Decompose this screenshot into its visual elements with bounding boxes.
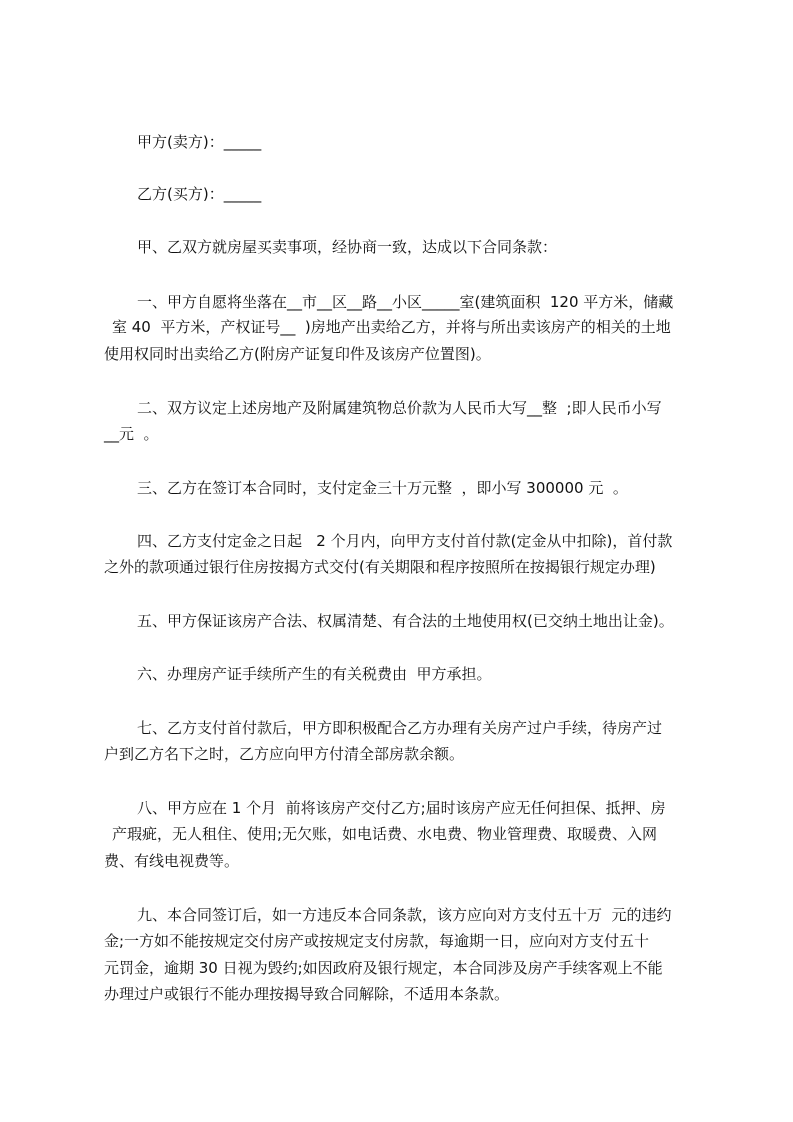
- intro-line: 甲、乙双方就房屋买卖事项，经协商一致，达成以下合同条款：: [137, 238, 558, 256]
- clause-2-line-2: __元 。: [104, 425, 159, 443]
- clause-7-line-1: 七、乙方支付首付款后，甲方即积极配合乙方办理有关房产过户手续，待房产过: [137, 719, 663, 737]
- clause-3-line-1: 三、乙方在签订本合同时，支付定金三十万元整 ，即小写 300000 元 。: [137, 479, 628, 497]
- clause-9-line-3: 元罚金，逾期 30 日视为毁约;如因政府及银行规定，本合同涉及房产手续客观上不能: [104, 959, 663, 977]
- clause-1-line-2: 室 40 平方米，产权证号__ )房地产出卖给乙方，并将与所出卖该房产的相关的土地: [112, 318, 671, 336]
- clause-6-line-1: 六、办理房产证手续所产生的有关税费由 甲方承担。: [137, 665, 492, 683]
- party-a-line: 甲方(卖方)：_____: [137, 133, 262, 151]
- clause-1-line-3: 使用权同时出卖给乙方(附房产证复印件及该房产位置图)。: [104, 345, 491, 363]
- clause-8-line-3: 费、有线电视费等。: [104, 852, 240, 870]
- clause-8-line-2: 产瑕疵，无人租住、使用;无欠账，如电话费、水电费、物业管理费、取暖费、入网: [112, 825, 658, 843]
- clause-2-line-1: 二、双方议定上述房地产及附属建筑物总价款为人民币大写__整 ;即人民币小写: [137, 399, 662, 417]
- clause-5-line-1: 五、甲方保证该房产合法、权属清楚、有合法的土地使用权(已交纳土地出让金)。: [137, 612, 674, 630]
- clause-1-line-1: 一、甲方自愿将坐落在__市__区__路__小区_____室(建筑面积 120 平方米，储藏: [137, 293, 674, 311]
- clause-8-line-1: 八、甲方应在 1 个月 前将该房产交付乙方;届时该房产应无任何担保、抵押、房: [137, 799, 666, 817]
- clause-9-line-2: 金;一方如不能按规定交付房产或按规定支付房款，每逾期一日，应向对方支付五十: [104, 932, 650, 950]
- clause-7-line-2: 户到乙方名下之时，乙方应向甲方付清全部房款余额。: [104, 745, 465, 763]
- clause-9-line-1: 九、本合同签订后，如一方违反本合同条款，该方应向对方支付五十万 元的违约: [137, 906, 672, 924]
- clause-9-line-4: 办理过户或银行不能办理按揭导致合同解除，不适用本条款。: [104, 985, 510, 1003]
- clause-4-line-2: 之外的款项通过银行住房按揭方式交付(有关期限和程序按照所在按揭银行规定办理): [104, 558, 656, 576]
- party-b-line: 乙方(买方)：_____: [137, 185, 262, 203]
- clause-4-line-1: 四、乙方支付定金之日起 2 个月内，向甲方支付首付款(定金从中扣除)，首付款: [137, 532, 673, 550]
